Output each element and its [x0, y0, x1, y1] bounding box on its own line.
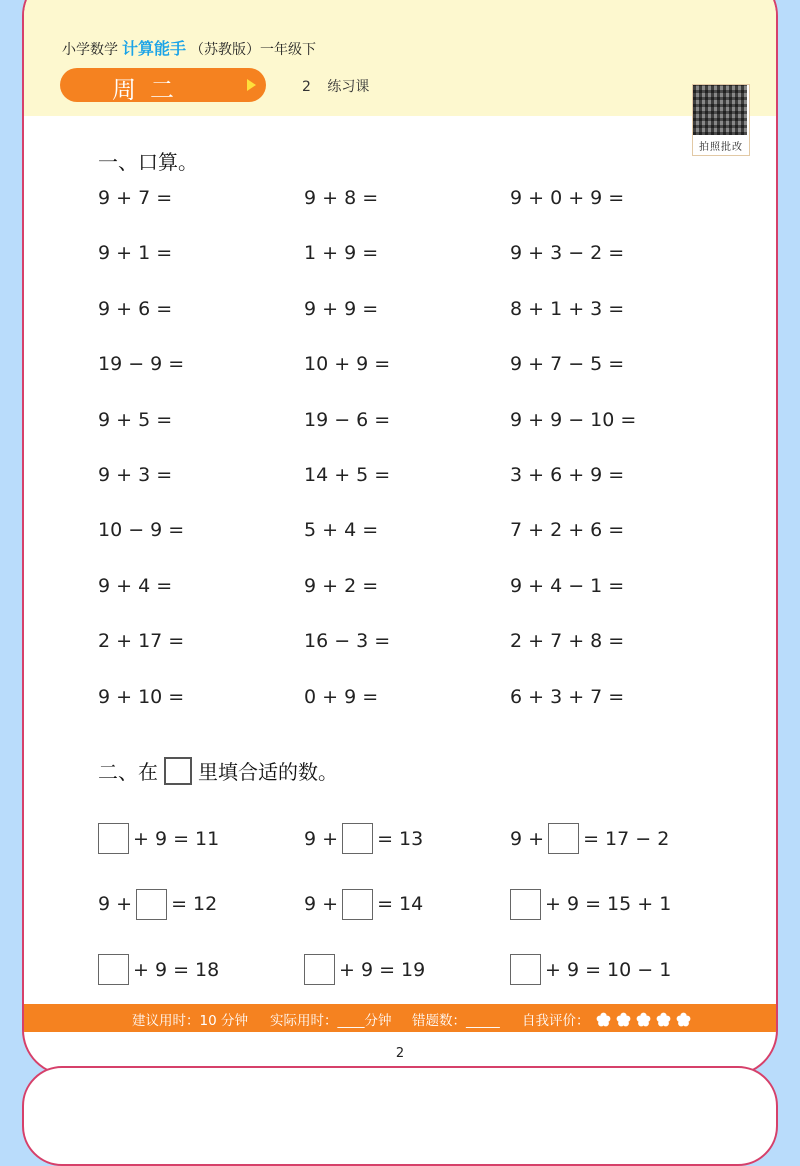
- math-problem: 14 + 5 =: [304, 463, 391, 486]
- fill-in-before: 9 +: [304, 827, 339, 850]
- flower-icon[interactable]: [596, 1012, 611, 1027]
- math-problem: 1 + 9 =: [304, 242, 379, 265]
- math-problem: 0 + 9 =: [304, 685, 379, 708]
- answer-box[interactable]: [548, 823, 579, 854]
- section2-title-before: 二、在: [98, 760, 158, 784]
- section2-title: [98, 756, 338, 785]
- fill-in-problem: [304, 937, 510, 1003]
- qr-code-icon: [693, 85, 747, 135]
- section2-title-after: 里填合适的数。: [198, 760, 338, 784]
- page-number: 2: [395, 1046, 405, 1061]
- fill-in-before: 9 +: [304, 893, 339, 916]
- day-label: 周二: [112, 76, 188, 104]
- error-count: 错题数：_____: [412, 1013, 500, 1029]
- fill-in-problem: [510, 937, 738, 1003]
- qr-label: 拍照批改: [699, 142, 743, 153]
- fill-in-problem: [304, 872, 510, 938]
- answer-box[interactable]: [98, 954, 129, 985]
- math-problem: 19 − 6 =: [304, 408, 391, 431]
- math-problem: 8 + 1 + 3 =: [510, 297, 625, 320]
- actual-time: 实际用时：____分钟: [270, 1013, 392, 1029]
- math-problem: 10 − 9 =: [98, 519, 185, 542]
- fill-in-after: + 9 = 18: [133, 958, 220, 981]
- fill-in-after: = 14: [377, 893, 424, 916]
- math-problem: 6 + 3 + 7 =: [510, 685, 625, 708]
- answer-box[interactable]: [510, 954, 541, 985]
- book-title: [62, 36, 316, 59]
- flower-icon[interactable]: [636, 1012, 651, 1027]
- blank-box-icon: [164, 757, 192, 785]
- math-problem: 16 − 3 =: [304, 630, 391, 653]
- fill-in-problem: [304, 806, 510, 872]
- answer-box[interactable]: [98, 823, 129, 854]
- math-problem: 7 + 2 + 6 =: [510, 519, 625, 542]
- suggested-time: 建议用时：10 分钟: [132, 1013, 248, 1029]
- math-problem: 2 + 7 + 8 =: [510, 630, 625, 653]
- answer-box[interactable]: [510, 889, 541, 920]
- fill-in-grid: [98, 806, 738, 1003]
- math-problem: 9 + 0 + 9 =: [510, 187, 625, 209]
- self-evaluation: [522, 1009, 691, 1029]
- math-problem: 9 + 3 =: [98, 463, 173, 486]
- math-problem: 9 + 4 − 1 =: [510, 574, 625, 597]
- fill-in-after: + 9 = 10 − 1: [545, 958, 672, 981]
- fill-in-after: + 9 = 19: [339, 958, 426, 981]
- book-suffix: （苏教版）一年级下: [190, 42, 317, 58]
- math-problem: 5 + 4 =: [304, 519, 379, 542]
- fill-in-problem: [98, 937, 304, 1003]
- fill-in-after: = 12: [171, 893, 218, 916]
- lesson-title: 练习课: [327, 79, 370, 95]
- answer-box[interactable]: [136, 889, 167, 920]
- answer-box[interactable]: [304, 954, 335, 985]
- fill-in-problem: [510, 872, 738, 938]
- rating-flowers: [596, 1012, 691, 1027]
- answer-box[interactable]: [342, 823, 373, 854]
- day-pill: [60, 68, 266, 102]
- self-evaluation-label: 自我评价：: [522, 1013, 590, 1029]
- math-problem: 9 + 1 =: [98, 242, 173, 265]
- math-problem: 3 + 6 + 9 =: [510, 463, 625, 486]
- fill-in-after: + 9 = 11: [133, 827, 220, 850]
- math-problem: 9 + 7 − 5 =: [510, 353, 625, 376]
- math-problem: 9 + 9 − 10 =: [510, 408, 637, 431]
- fill-in-after: = 17 − 2: [583, 827, 670, 850]
- math-problem: 9 + 9 =: [304, 297, 379, 320]
- fill-in-problem: [510, 806, 738, 872]
- qr-code[interactable]: [692, 84, 750, 156]
- book-brand: 计算能手: [122, 39, 187, 58]
- fill-in-before: 9 +: [98, 893, 133, 916]
- math-problem: 9 + 3 − 2 =: [510, 242, 625, 265]
- lesson-heading: [302, 76, 369, 96]
- fill-in-problem: [98, 806, 304, 872]
- math-problem: 19 − 9 =: [98, 353, 185, 376]
- math-problem: 9 + 6 =: [98, 297, 173, 320]
- fill-in-after: + 9 = 15 + 1: [545, 893, 672, 916]
- flower-icon[interactable]: [656, 1012, 671, 1027]
- answer-box[interactable]: [342, 889, 373, 920]
- mental-math-grid: [98, 184, 738, 738]
- book-prefix: 小学数学: [62, 42, 118, 58]
- math-problem: 9 + 5 =: [98, 408, 173, 431]
- math-problem: 9 + 2 =: [304, 574, 379, 597]
- math-problem: 9 + 7 =: [98, 187, 173, 209]
- fill-in-problem: [98, 872, 304, 938]
- worksheet-page: [22, 0, 778, 1076]
- math-problem: 9 + 10 =: [98, 685, 185, 708]
- next-page-edge: [22, 1066, 778, 1166]
- fill-in-before: 9 +: [510, 827, 545, 850]
- footer-band: [24, 1004, 776, 1032]
- fill-in-after: = 13: [377, 827, 424, 850]
- flower-icon[interactable]: [676, 1012, 691, 1027]
- math-problem: 10 + 9 =: [304, 353, 391, 376]
- math-problem: 9 + 4 =: [98, 574, 173, 597]
- math-problem: 9 + 8 =: [304, 187, 379, 209]
- play-triangle-icon: [247, 79, 256, 91]
- flower-icon[interactable]: [616, 1012, 631, 1027]
- lesson-number: 2: [302, 79, 311, 95]
- section1-title: 一、口算。: [98, 150, 198, 174]
- math-problem: 2 + 17 =: [98, 630, 185, 653]
